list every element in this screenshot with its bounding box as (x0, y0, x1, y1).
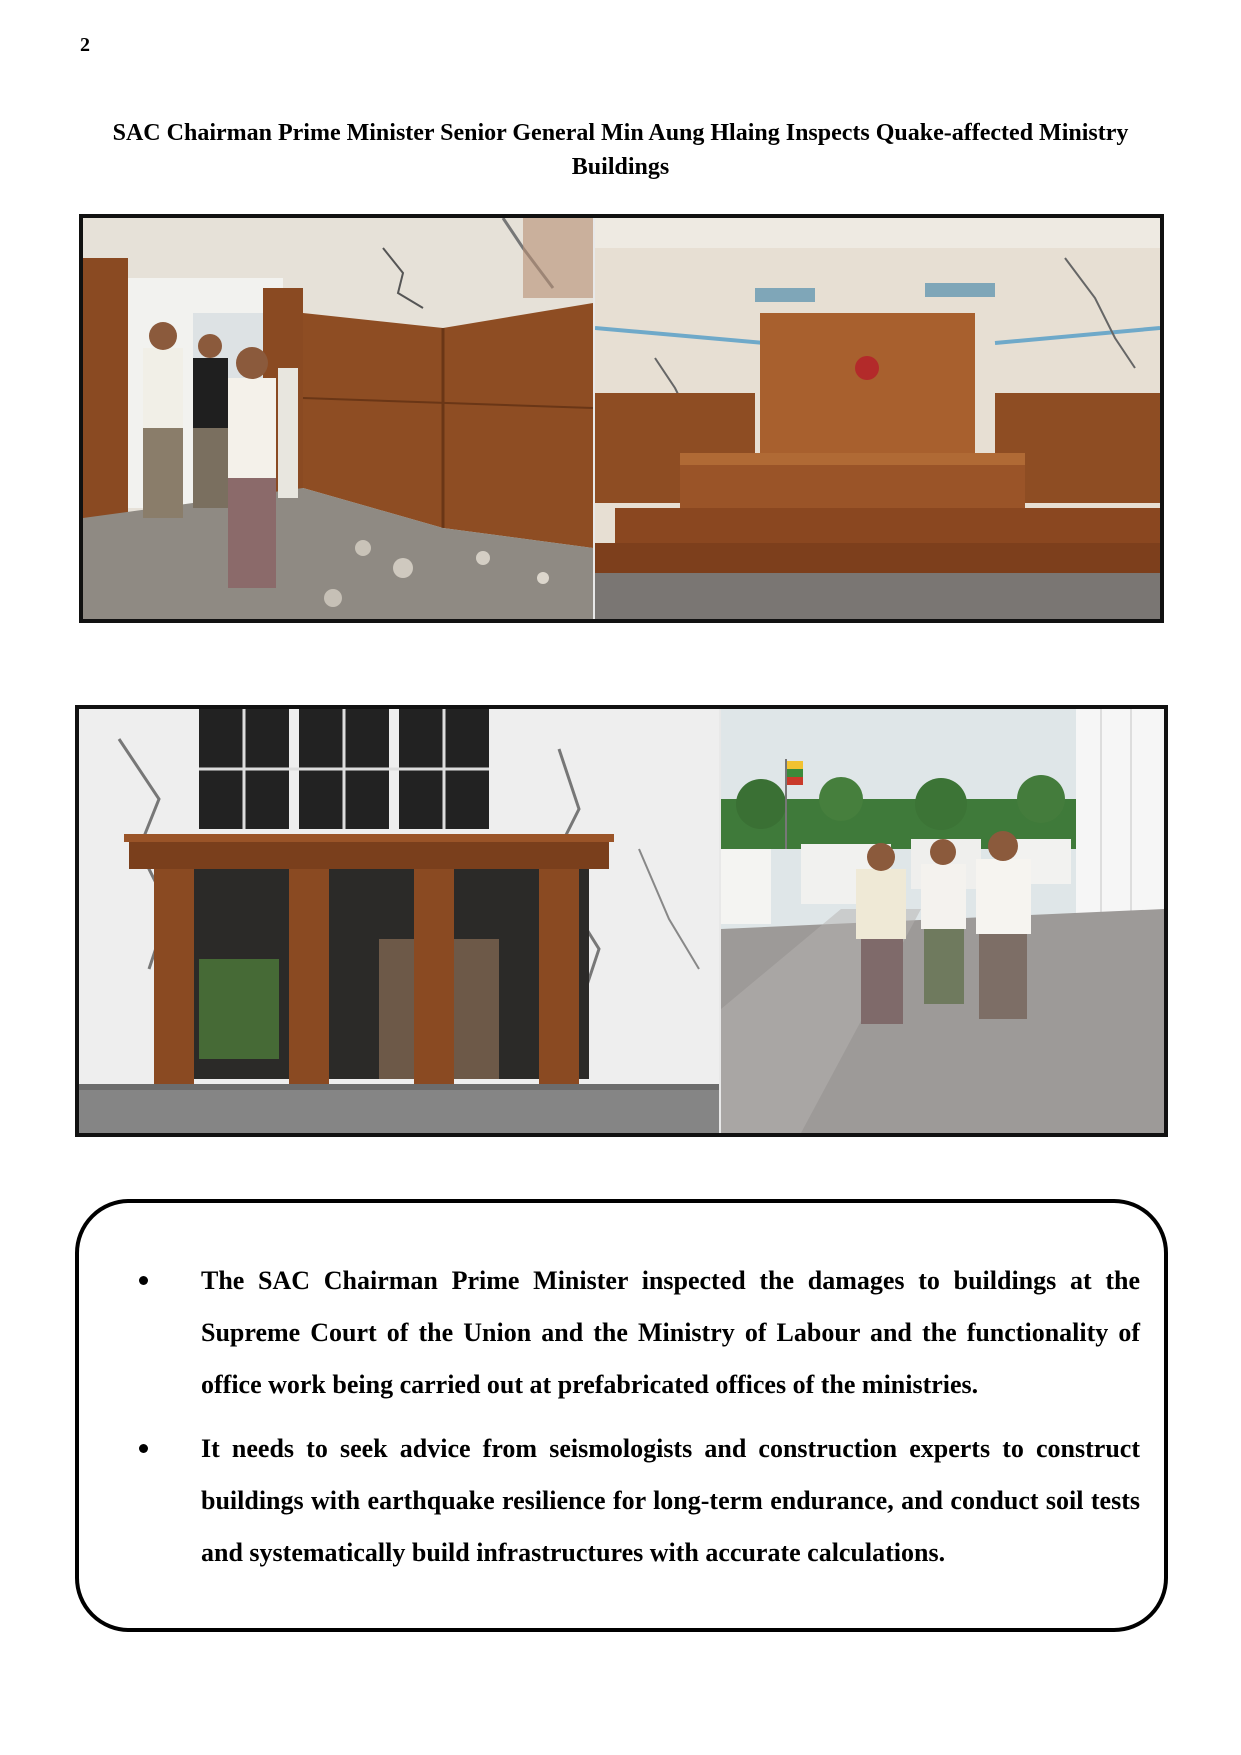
photo-officials-walking-near-prefabricated-offices (721, 709, 1164, 1133)
summary-bullet-text: It needs to seek advice from seismologists and construction experts to construct buildings with earthquake resilience for long-term endurance, and conduct soil tests and systematically build infrastructures with accurate calculations. (201, 1434, 1140, 1567)
bottom-photo-strip (75, 705, 1168, 1137)
photo-cracked-building-facade-wooden-doors (79, 709, 719, 1133)
summary-bullet (139, 1423, 1140, 1579)
summary-bullet-list (139, 1255, 1140, 1591)
summary-box (75, 1199, 1168, 1632)
page-number: 2 (80, 34, 90, 56)
photo-damaged-courtroom-judges-bench (595, 218, 1160, 619)
summary-bullet (139, 1255, 1140, 1411)
bullet-dot-icon (139, 1444, 148, 1453)
photo-officials-entering-damaged-courtroom (83, 218, 593, 619)
top-photo-strip (79, 214, 1164, 623)
page-title: SAC Chairman Prime Minister Senior General Min Aung Hlaing Inspects Quake-affected Ministry Buildings (112, 120, 1129, 180)
summary-bullet-text: The SAC Chairman Prime Minister inspected the damages to buildings at the Supreme Court of the Union and the Ministry of Labour and the functionality of office work being carried out at prefabricated offices of the ministries. (201, 1266, 1140, 1399)
bullet-dot-icon (139, 1276, 148, 1285)
